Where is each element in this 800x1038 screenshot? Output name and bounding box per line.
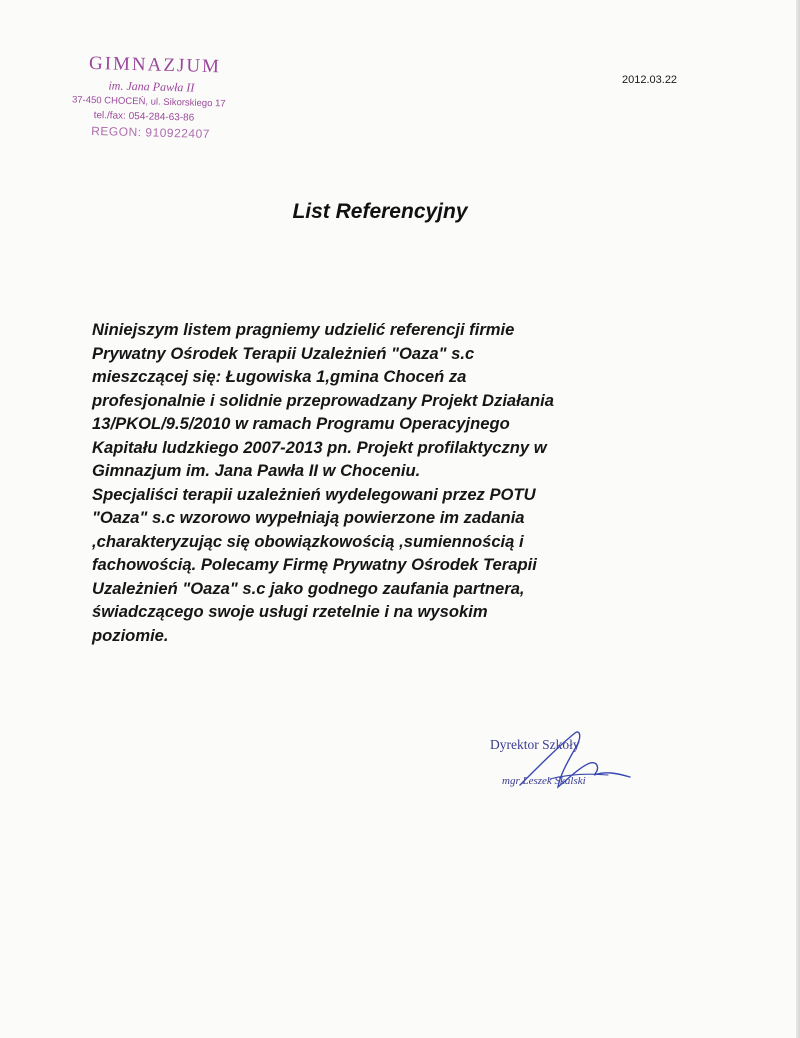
stamp-school-name: GIMNAZJUM [88,52,222,78]
body-line: Uzależnień "Oaza" s.c jako godnego zaufania partnera, [92,578,525,598]
stamp-patron: im. Jana Pawła II [108,78,195,95]
body-line: Prywatny Ośrodek Terapii Uzależnień "Oaza" s.c [92,343,475,363]
body-line: profesjonalnie i solidnie przeprowadzany Projekt Działania [92,390,554,410]
body-line: Gimnazjum im. Jana Pawła II w Choceniu. [92,461,421,480]
stamp-address: 37-450 CHOCEŃ, ul. Sikorskiego 17 [71,94,226,110]
school-stamp [69,52,271,152]
body-line: poziomie. [92,625,169,645]
stamp-regon: REGON: 910922407 [91,123,211,142]
body-line: świadczącego swoje usługi rzetelnie i na wysokim [92,602,488,621]
body-line: mieszczącej się: Ługowiska 1,gmina Choceń za [92,367,467,386]
signature-block [480,725,650,805]
letter-date: 2012.03.22 [622,74,678,86]
body-line: Niniejszym listem pragniemy udzielić referencji firmie [92,320,515,339]
page-edge-shadow [796,0,800,1038]
body-line: Specjaliści terapii uzależnień wydelegowani przez POTU [92,484,536,504]
letter-body [92,318,712,647]
body-line: fachowością. Polecamy Firmę Prywatny Ośrodek Terapii [92,555,537,574]
stamp-phone: tel./fax: 054-284-63-86 [93,110,195,124]
letter-title: List Referencyjny [292,200,468,223]
body-line: "Oaza" s.c wzorowo wypełniają powierzone im zadania [92,508,525,527]
body-line: Kapitału ludzkiego 2007-2013 pn. Projekt profilaktyczny w [92,437,547,457]
handwritten-signature [480,725,650,805]
body-line: 13/PKOL/9.5/2010 w ramach Programu Operacyjnego [92,414,510,433]
signature-name: mgr Leszek Skalski [502,775,586,787]
signature-title: Dyrektor Szkoły [490,737,580,752]
body-line: ,charakteryzując się obowiązkowością ,sumiennością i [92,531,524,551]
